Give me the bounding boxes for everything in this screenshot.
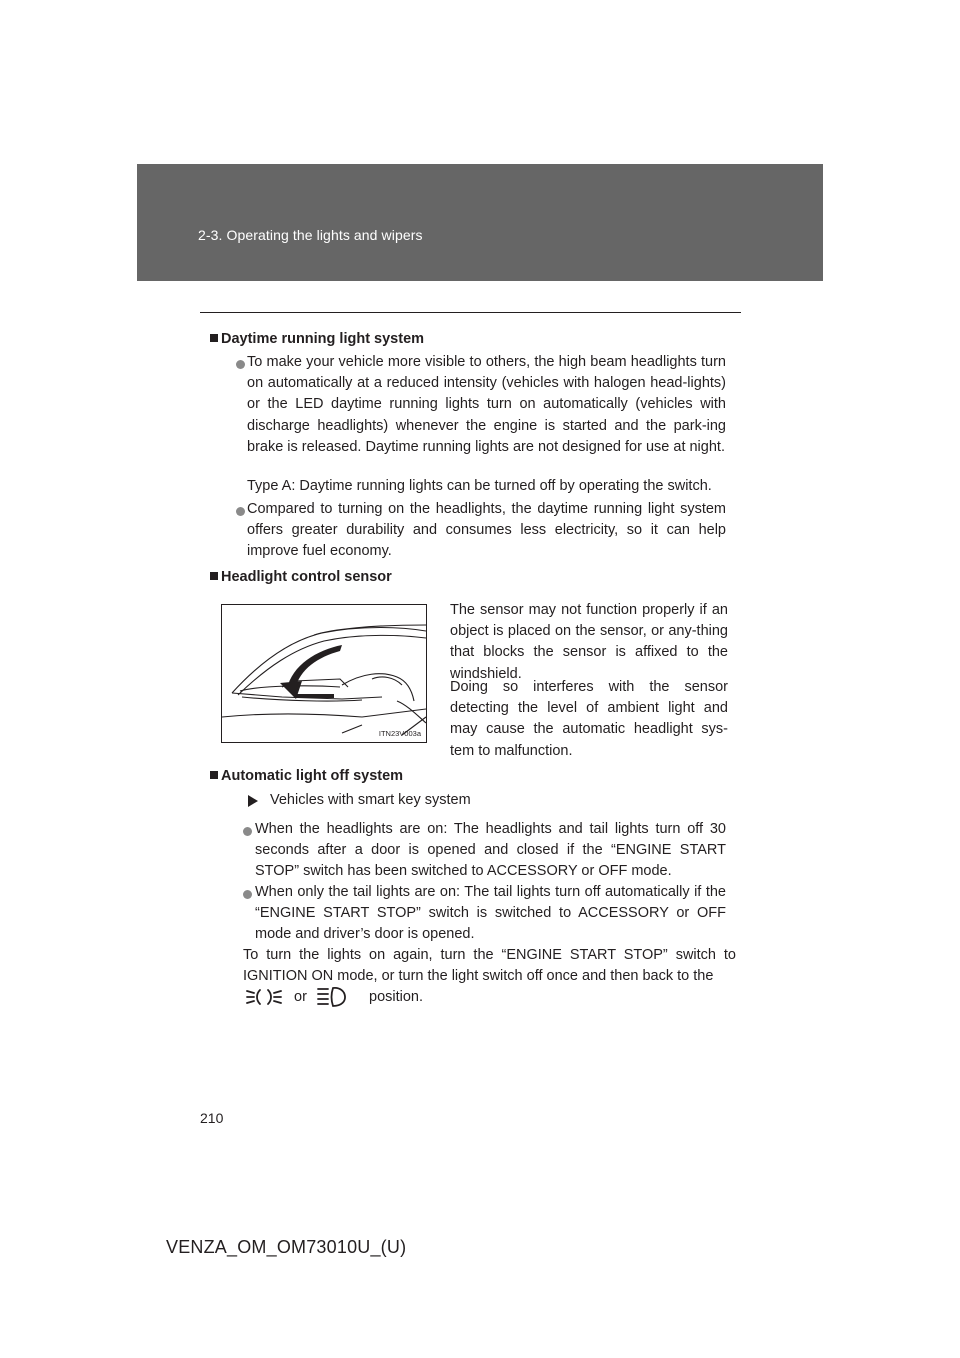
windshield-sensor-illustration xyxy=(222,605,426,742)
auto-off-heading-text: Automatic light off system xyxy=(221,768,404,784)
auto-off-subheading: Vehicles with smart key system xyxy=(270,792,471,808)
closing-icons-line xyxy=(246,986,423,1008)
tail-light-icon xyxy=(246,987,282,1007)
page-number: 210 xyxy=(200,1110,224,1126)
sensor-description-2: Doing so interferes with the sensor detecting the level of ambient light and may cause the automatic headlight sys-tem to malfunction. xyxy=(450,679,728,759)
heading-square-icon xyxy=(210,334,218,342)
daytime-heading-text: Daytime running light system xyxy=(221,331,425,347)
figure-code: ITN23V003a xyxy=(378,729,421,738)
auto-off-bullet-1: When the headlights are on: The headlights and tail lights turn off 30 seconds after a door is opened and closed if the “ENGINE START STOP” switch has been switched to ACCESSORY or OFF mode. xyxy=(255,821,726,880)
sensor-description: The sensor may not function properly if an object is placed on the sensor, or any-thing that blocks the sensor is affixed to the windshield. xyxy=(450,602,728,682)
header-divider xyxy=(200,312,741,313)
auto-off-bullet-2: When only the tail lights are on: The tail lights turn off automatically if the “ENGINE START STOP” switch is switched to ACCESSORY or OFF mode and driver’s door is opened. xyxy=(255,884,726,943)
section-title: 2-3. Operating the lights and wipers xyxy=(198,227,423,243)
auto-off-closing: To turn the lights on again, turn the “ENGINE START STOP” switch to IGNITION ON mode, or turn the light switch off once and then back to the xyxy=(243,947,736,985)
sensor-heading xyxy=(221,567,392,587)
heading-square-icon xyxy=(210,771,218,779)
sensor-figure xyxy=(221,604,427,743)
daytime-type-a: Type A: Daytime running lights can be turned off by operating the switch. xyxy=(247,478,712,494)
sensor-heading-text: Headlight control sensor xyxy=(221,569,392,585)
heading-square-icon xyxy=(210,572,218,580)
closing-or: or xyxy=(294,988,307,1005)
chapter-header-band xyxy=(137,164,823,281)
daytime-bullet-1: To make your vehicle more visible to others, the high beam headlights turn on automatically at a reduced intensity (vehicles with halogen head-lights) or the LED daytime running lights turn on automatically (vehicles with discharge headlights) whenever the engine is started and the park-ing brake is released. Daytime running lights are not designed for use at night. xyxy=(247,354,726,455)
auto-off-heading xyxy=(221,766,403,786)
closing-end: position. xyxy=(369,988,424,1005)
triangle-pointer-icon xyxy=(248,795,258,807)
bullet-icon xyxy=(236,360,245,369)
bullet-icon xyxy=(236,507,245,516)
daytime-bullet-2: Compared to turning on the headlights, the daytime running light system offers greater durability and consumes less electricity, so it can help improve fuel economy. xyxy=(247,501,726,560)
document-code: VENZA_OM_OM73010U_(U) xyxy=(166,1237,407,1257)
headlight-icon xyxy=(317,986,351,1008)
daytime-heading xyxy=(221,329,424,349)
bullet-icon xyxy=(243,827,252,836)
bullet-icon xyxy=(243,890,252,899)
